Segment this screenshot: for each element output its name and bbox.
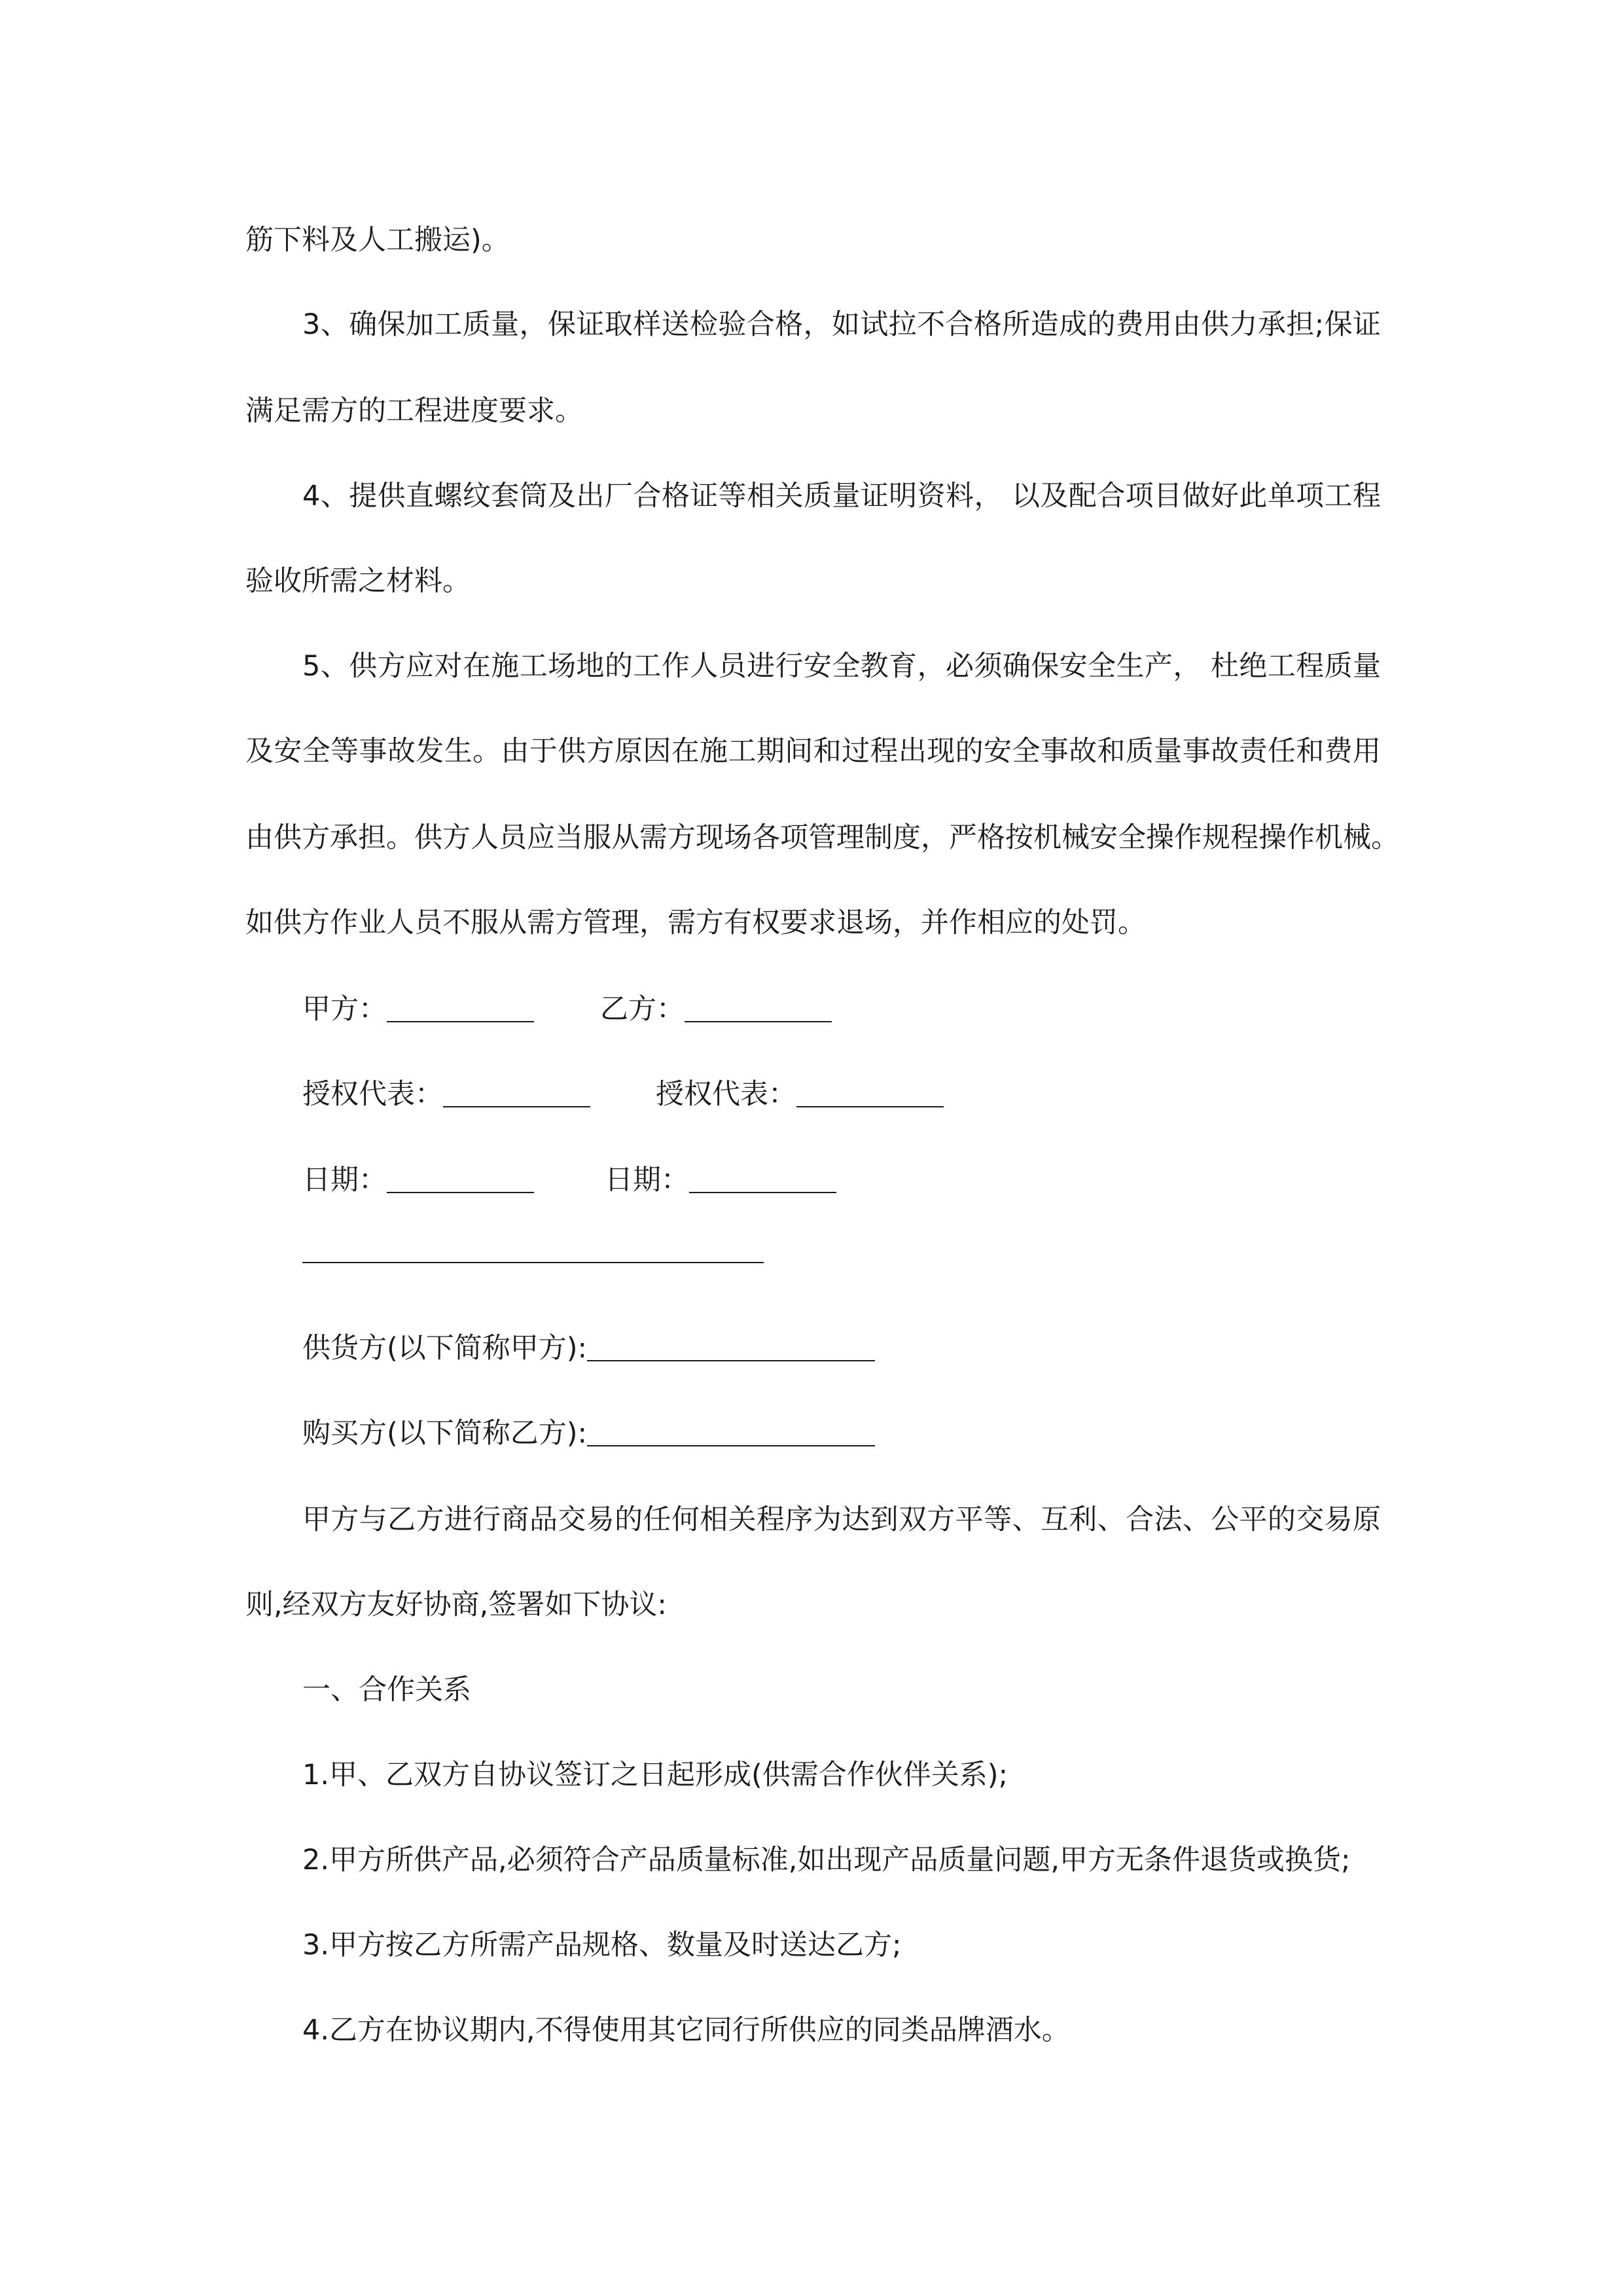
- clause-5-line4: 如供方作业人员不服从需方管理，需方有权要求退场，并作相应的处罚。: [245, 906, 1146, 939]
- agreement-item-4: 4.乙方在协议期内,不得使用其它同行所供应的同类品牌酒水。: [302, 2014, 1070, 2047]
- rep-b-label: 授权代表：: [656, 1078, 796, 1111]
- party-a-label: 甲方：: [302, 993, 387, 1026]
- clause-5-line2: 及安全等事故发生。由于供方原因在施工期间和过程出现的安全事故和质量事故责任和费用: [245, 735, 1381, 768]
- signature-row-party: [302, 990, 685, 1029]
- agreement-item-1: 1.甲、乙双方自协议签订之日起形成(供需合作伙伴关系);: [302, 1759, 1008, 1791]
- date-a-blank[interactable]: [387, 1163, 534, 1193]
- supplier-row: [302, 1329, 875, 1368]
- intro-line2: 则,经双方友好协商,签署如下协议:: [245, 1588, 667, 1621]
- party-b-blank[interactable]: [685, 992, 832, 1022]
- clause-4-line1: 4、提供直螺纹套筒及出厂合格证等相关质量证明资料， 以及配合项目做好此单项工程: [302, 480, 1381, 512]
- intro-line1: 甲方与乙方进行商品交易的任何相关程序为达到双方平等、互利、合法、公平的交易原: [302, 1503, 1381, 1536]
- signature-row-date: [302, 1160, 689, 1200]
- party-a-blank[interactable]: [387, 992, 534, 1022]
- section-heading: 一、合作关系: [302, 1674, 471, 1706]
- buyer-blank[interactable]: [587, 1416, 875, 1446]
- rep-a-blank[interactable]: [443, 1077, 590, 1107]
- agreement-item-2: 2.甲方所供产品,必须符合产品质量标准,如出现产品质量问题,甲方无条件退货或换货;: [302, 1844, 1351, 1876]
- rep-b-blank[interactable]: [796, 1077, 944, 1107]
- clause-5-line3: 由供方承担。供方人员应当服从需方现场各项管理制度，严格按机械安全操作规程操作机械。: [245, 821, 1399, 854]
- buyer-label: 购买方(以下简称乙方):: [302, 1417, 588, 1450]
- agreement-item-3: 3.甲方按乙方所需产品规格、数量及时送达乙方;: [302, 1929, 902, 1962]
- clause-5-line1: 5、供方应对在施工场地的工作人员进行安全教育，必须确保安全生产， 杜绝工程质量: [302, 650, 1381, 683]
- clause-2-tail: 筋下料及人工搬运)。: [245, 224, 510, 257]
- date-b-blank[interactable]: [689, 1163, 836, 1193]
- date-b-label: 日期：: [605, 1164, 689, 1196]
- clause-4-line2: 验收所需之材料。: [245, 565, 471, 598]
- buyer-row: [302, 1414, 875, 1453]
- separator-line: [302, 1262, 764, 1263]
- party-b-label: 乙方：: [600, 993, 685, 1026]
- supplier-label: 供货方(以下简称甲方):: [302, 1332, 588, 1365]
- clause-3-line1: 3、确保加工质量，保证取样送检验合格，如试拉不合格所造成的费用由供力承担;保证: [302, 308, 1381, 341]
- signature-row-representative: [302, 1075, 796, 1114]
- rep-a-label: 授权代表：: [302, 1078, 443, 1111]
- clause-3-line2: 满足需方的工程进度要求。: [245, 395, 583, 427]
- supplier-blank[interactable]: [587, 1331, 875, 1361]
- date-a-label: 日期：: [302, 1164, 387, 1196]
